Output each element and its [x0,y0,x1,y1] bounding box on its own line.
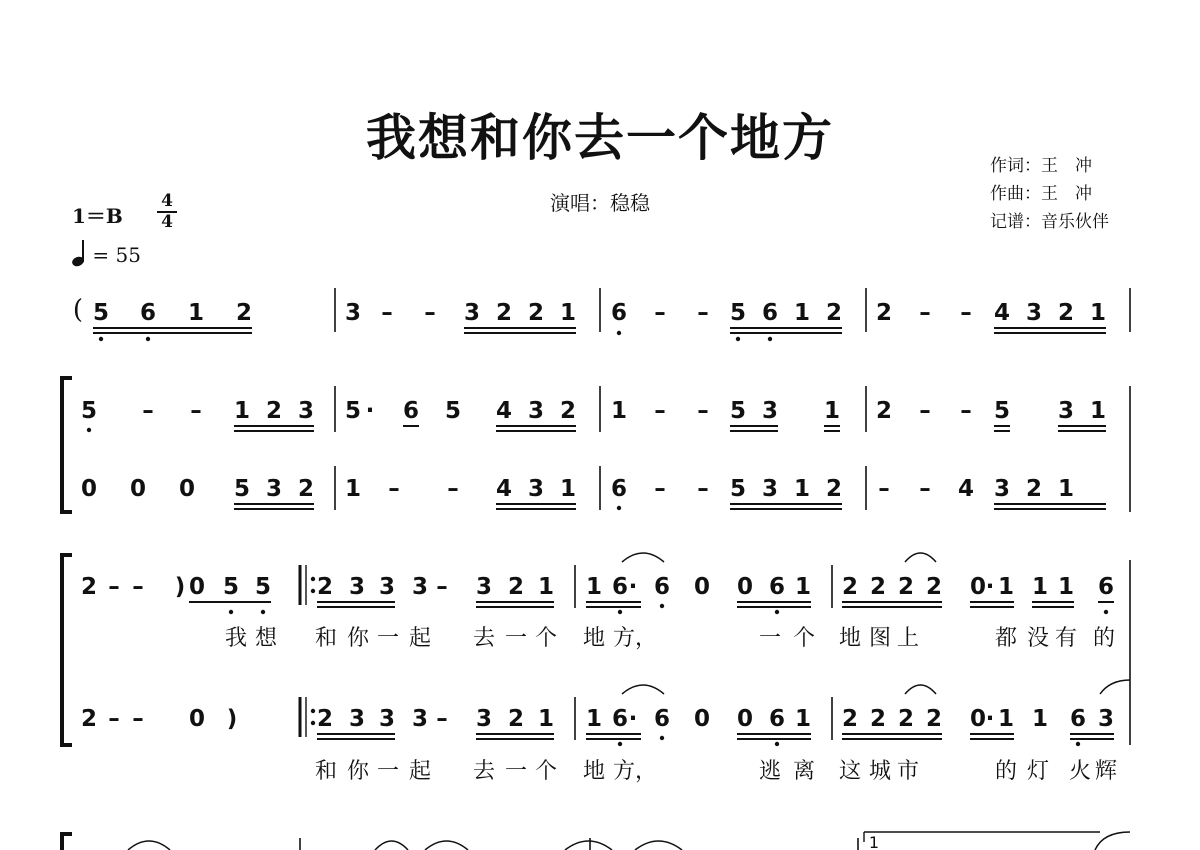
lyric-char: 有 [1054,626,1078,651]
sys3-lower-note: 6 [1069,706,1087,732]
lyric-char: 火 [1068,759,1092,784]
sys2-lower-note: 5 [729,476,747,502]
sys3-upper-note: ) [174,574,186,600]
sys2-upper-note: 3 [761,398,779,424]
sys3-upper-note: 5 [254,574,272,600]
sys3-upper-note: 2 [507,574,525,600]
octave-dot [618,610,622,614]
sys3-lower-note: 1 [1031,706,1049,732]
sys2-upper-note: – [190,398,202,424]
sys3-lower-note: 2 [897,706,915,732]
octave-dot [617,331,621,335]
sys1-note: 5 [92,300,110,326]
sys2-lower-note: 6 [610,476,628,502]
octave-dot [146,337,150,341]
sys1-note: 3 [344,300,362,326]
sys2-lower-note: 1 [793,476,811,502]
time-signature-top: 4 [161,191,173,211]
sys1-note: 2 [1057,300,1075,326]
sys2-upper-note: · [365,398,375,424]
sys2-lower-note: – [388,476,400,502]
lyric-char: 地 [582,759,606,784]
sys3-upper-note: · [985,574,995,600]
sys2-lower-note: 5 [233,476,251,502]
slur [565,841,612,850]
sys3-upper-note: 1 [585,574,603,600]
sys2-upper-note: 1 [1089,398,1107,424]
volta-number: 1 [868,833,880,850]
sys2-upper-note: 2 [559,398,577,424]
octave-dot [736,337,740,341]
lyric-char: 我 [224,626,248,651]
key-signature: 1＝B [72,204,123,228]
sys3-lower-note: 2 [869,706,887,732]
sys2-upper-note: – [960,398,972,424]
system-bracket [62,555,72,745]
tie [1095,832,1130,850]
sys2-upper-note: 1 [823,398,841,424]
sys3-upper-note: 6 [768,574,786,600]
lyric-char: 这 [838,759,862,784]
time-signature-bottom: 4 [161,212,173,232]
sys2-upper-note: 5 [729,398,747,424]
octave-dot [775,610,779,614]
octave-dot [87,428,91,432]
sys1-note: 6 [761,300,779,326]
octave-dot [768,337,772,341]
sys2-lower-note: 0 [178,476,196,502]
sys3-lower-note: 2 [507,706,525,732]
sys3-upper-note: 1 [1057,574,1075,600]
sys2-lower-note: 2 [1025,476,1043,502]
sys1-note: 4 [993,300,1011,326]
sys2-lower-note: 2 [297,476,315,502]
sys3-upper-note: 2 [80,574,98,600]
lyricist-credit: 作词：王 冲 [990,156,1092,176]
slur [622,553,664,562]
sys2-upper-note: 3 [297,398,315,424]
sys2-lower-note: 2 [825,476,843,502]
sys2-upper-note: 6 [402,398,420,424]
sys3-lower-note: 0 [693,706,711,732]
lyric-char: 方 [612,626,636,651]
sys2-lower-note: – [654,476,666,502]
lyric-char: 一 [758,626,782,651]
sys3-lower-note: 1 [794,706,812,732]
sys3-upper-note: 0 [188,574,206,600]
sys1-note: 2 [875,300,893,326]
sys2-lower-note: – [878,476,890,502]
lyric-char: 一 [504,759,528,784]
sys1-note: 1 [793,300,811,326]
lyric-char: 灯 [1026,759,1050,784]
sys1-note: 6 [139,300,157,326]
lyric-char: 没 [1026,626,1050,651]
sys1-note: – [697,300,709,326]
lyric-char: ， [634,759,658,784]
sys3-upper-note: 3 [378,574,396,600]
sys3-upper-note: 2 [316,574,334,600]
lyric-char: 和 [314,626,338,651]
sys1-note: 3 [463,300,481,326]
sys1-note: 2 [825,300,843,326]
sys2-upper-note: 4 [495,398,513,424]
lyric-char: 一 [504,626,528,651]
lyric-char: 去 [472,759,496,784]
lyric-char: 方 [612,759,636,784]
sys3-lower-note: · [985,706,995,732]
lyric-char: 上 [896,626,920,651]
sys1-note: 6 [610,300,628,326]
sys1-note: – [960,300,972,326]
sys3-lower-note: 3 [411,706,429,732]
slur [622,685,664,694]
sys3-upper-note: 6 [653,574,671,600]
slur [375,841,408,850]
sys2-lower-note: 0 [129,476,147,502]
sys1-note: 1 [1089,300,1107,326]
sys1-note: – [424,300,436,326]
slur [128,841,170,850]
sys2-upper-note: 5 [993,398,1011,424]
sys3-upper-note: 2 [841,574,859,600]
sys3-upper-note: · [628,574,638,600]
sys2-upper-note: – [697,398,709,424]
lyric-char: 离 [792,759,816,784]
octave-dot [229,610,233,614]
sys2-upper-note: 1 [233,398,251,424]
octave-dot [261,610,265,614]
tie [1100,680,1130,694]
lyric-char: 个 [792,626,816,651]
song-title: 我想和你去一个地方 [366,108,834,167]
sys3-lower-note: 3 [348,706,366,732]
system-bracket [62,378,72,512]
lyric-char: 你 [346,759,370,784]
sys2-upper-note: 5 [80,398,98,424]
sys3-upper-note: – [436,574,448,600]
sys3-lower-note: 6 [611,706,629,732]
sys3-lower-note: ) [226,706,238,732]
sys2-upper-note: 2 [875,398,893,424]
sys3-upper-note: – [132,574,144,600]
octave-dot [617,506,621,510]
sys2-upper-note: 5 [344,398,362,424]
sys2-upper-note: 1 [610,398,628,424]
sys2-lower-note: – [697,476,709,502]
open-parenthesis: ( [72,295,84,325]
slur [425,841,468,850]
sys3-upper-note: 1 [537,574,555,600]
sys3-upper-note: 3 [475,574,493,600]
sys3-upper-note: 3 [411,574,429,600]
sys1-note: 1 [187,300,205,326]
lyric-char: 的 [994,759,1018,784]
singer-credit: 演唱：稳稳 [550,191,650,215]
sys3-lower-note: – [436,706,448,732]
octave-dot [618,742,622,746]
sys3-lower-note: 0 [969,706,987,732]
sys3-upper-note: 1 [1031,574,1049,600]
lyric-char: 你 [346,626,370,651]
lyric-char: 个 [534,759,558,784]
sys2-upper-note: – [919,398,931,424]
lyric-char: 一 [376,626,400,651]
lyric-char: 辉 [1094,759,1118,784]
sys2-lower-note: 4 [957,476,975,502]
sys3-lower-note: 6 [768,706,786,732]
lyric-char: 起 [408,626,432,651]
sys2-upper-note: 3 [1057,398,1075,424]
lyric-char: 城 [868,759,892,784]
sys2-upper-note: 3 [527,398,545,424]
sys3-upper-note: 0 [736,574,754,600]
sys2-lower-note: – [447,476,459,502]
sys2-upper-note: – [654,398,666,424]
sys1-note: 2 [527,300,545,326]
lyric-char: ， [634,626,658,651]
octave-dot [1104,610,1108,614]
sys3-lower-note: 3 [378,706,396,732]
sys1-note: 5 [729,300,747,326]
sys1-note: – [381,300,393,326]
lyric-char: 逃 [758,759,782,784]
sys3-lower-note: 2 [316,706,334,732]
sys2-lower-note: 1 [344,476,362,502]
sys3-lower-note: 1 [585,706,603,732]
sys2-lower-note: – [919,476,931,502]
octave-dot [1076,742,1080,746]
sys2-upper-note: 2 [265,398,283,424]
sys2-lower-note: 3 [993,476,1011,502]
sys1-note: 2 [235,300,253,326]
lyric-char: 个 [534,626,558,651]
lyric-char: 起 [408,759,432,784]
sys3-upper-note: 6 [1097,574,1115,600]
sys1-note: 1 [559,300,577,326]
lyric-char: 的 [1092,626,1116,651]
system-bracket [62,834,72,850]
sys3-lower-note: 3 [475,706,493,732]
sys3-upper-note: 5 [222,574,240,600]
lyric-char: 地 [838,626,862,651]
sys3-upper-note: 2 [897,574,915,600]
sys2-lower-note: 3 [265,476,283,502]
sys3-upper-note: 2 [925,574,943,600]
tempo-value: = 55 [92,243,141,267]
lyric-char: 一 [376,759,400,784]
sys3-upper-note: 3 [348,574,366,600]
sys1-note: 2 [495,300,513,326]
lyric-char: 市 [896,759,920,784]
sys3-lower-note: 0 [736,706,754,732]
sys2-lower-note: 1 [559,476,577,502]
sys3-lower-note: 2 [841,706,859,732]
sys3-upper-note: 0 [693,574,711,600]
composer-credit: 作曲：王 冲 [990,184,1092,204]
sys2-lower-note: 4 [495,476,513,502]
sys3-lower-note: 1 [997,706,1015,732]
sys3-upper-note: 2 [869,574,887,600]
sys3-lower-note: 1 [537,706,555,732]
sys3-upper-note: 0 [969,574,987,600]
sys2-lower-note: 0 [80,476,98,502]
sys3-upper-note: 1 [997,574,1015,600]
sys2-lower-note: 3 [527,476,545,502]
octave-dot [660,604,664,608]
lyric-char: 想 [254,626,278,651]
sys3-lower-note: 0 [188,706,206,732]
sys3-upper-note: 1 [794,574,812,600]
octave-dot [775,742,779,746]
sys3-lower-note: 2 [925,706,943,732]
lyric-char: 图 [868,626,892,651]
sys3-lower-note: 6 [653,706,671,732]
sys2-lower-note: 3 [761,476,779,502]
sys3-lower-note: – [108,706,120,732]
sys3-lower-note: · [628,706,638,732]
slur [905,685,936,694]
sys3-lower-note: 2 [80,706,98,732]
sys1-note: – [919,300,931,326]
sys2-upper-note: 5 [444,398,462,424]
transcriber-credit: 记谱：音乐伙伴 [990,212,1109,232]
sys3-lower-note: – [132,706,144,732]
sys1-note: 3 [1025,300,1043,326]
sys3-lower-note: 3 [1097,706,1115,732]
sys3-upper-note: – [108,574,120,600]
octave-dot [99,337,103,341]
sys3-upper-note: 6 [611,574,629,600]
sys1-note: – [654,300,666,326]
lyric-char: 都 [994,626,1018,651]
sys2-upper-note: – [142,398,154,424]
octave-dot [660,736,664,740]
lyric-char: 和 [314,759,338,784]
lyric-char: 去 [472,626,496,651]
slur [905,553,936,562]
lyric-char: 地 [582,626,606,651]
sys2-lower-note: 1 [1057,476,1075,502]
slur [635,841,682,850]
